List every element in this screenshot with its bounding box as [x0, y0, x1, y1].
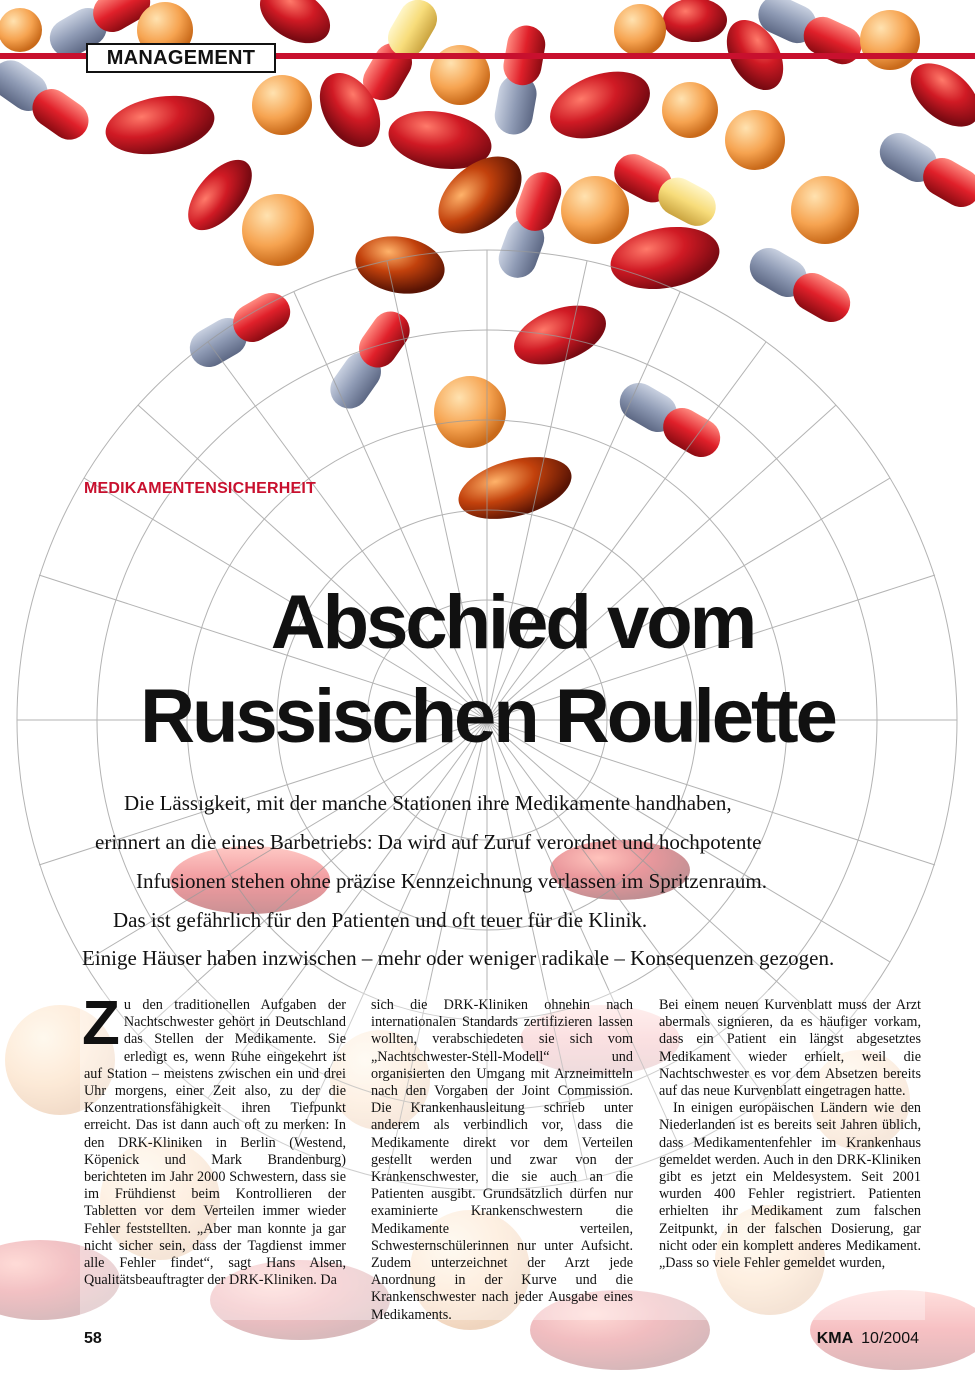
lead-line-2: erinnert an die eines Barbetriebs: Da wird auf Zuruf verordnet und hochpotente [95, 830, 762, 854]
headline-line-1: Abschied vom [270, 580, 755, 665]
lead-line-3: Infusionen stehen ohne präzise Kennzeichnung verlassen im Spritzenraum. [136, 869, 767, 893]
dropcap: Z [82, 989, 120, 1058]
headline-line-2: Russischen Roulette [140, 674, 835, 759]
issue-number: 10/2004 [861, 1330, 919, 1347]
column-2-text: sich die DRK-Kliniken ohnehin nach internationalen Standards zertifizieren lassen wollten, verabschiedeten sie sich vom „Nachtschwester-Stell-Modell“ und organisierten den Umgang mit Arzneimitteln nach den Vorgaben der Joint Commission. Die Krankenhausleitung schrieb unter anderem als verbindlich vor, dass die Medikamente direkt vor dem Verteilen gestellt werden und zwar von der Krankenschwester, die sie auch an die Patienten ausgibt. Grundsätzlich dürfen nur examinierte Krankenschwestern die Medikamente verteilen, Schwesternschülerinnen nur unter Aufsicht. Zudem unterzeichnet der Arzt jede Anordnung in der Kurve und die Krankenschwester nach jeder Ausgabe eines Medikaments. [371, 997, 633, 1323]
headline [0, 580, 975, 759]
page-number: 58 [84, 1330, 102, 1347]
kicker: MEDIKAMENTENSICHERHEIT [84, 480, 316, 497]
body-column-2 [371, 997, 633, 1324]
footer-issue [817, 1330, 919, 1348]
column-1-text: u den traditionellen Aufgaben der Nachtschwester gehört in Deutschland das Stellen der Medikamente. Sie erledigt es, wenn Ruhe eingekehrt ist auf Station – meistens zwischen ein und drei Uhr morgens, einer Zeit also, zu der die Konzentrationsfähigkeit ihren Tiefpunkt erreicht. Das ist dann auch oft zu merken: In den DRK-Kliniken in Berlin (Westend, Köpenick und Mark Brandenburg) berichteten im Jahr 2000 Schwestern, dass sie im Frühdienst beim Kontrollieren der Tabletten vor dem Verteilen immer wieder Fehler feststellten. „Aber man konnte ja gar nicht sicher sein, dass der Tagdienst immer alle Fehler findet“, sagt Hans Alsen, Qualitätsbeauftragter der DRK-Kliniken. Da [84, 997, 346, 1289]
section-label: MANAGEMENT [86, 43, 276, 73]
lead-line-5: Einige Häuser haben inzwischen – mehr oder weniger radikale – Konsequenzen gezogen. [82, 946, 835, 970]
column-3-paragraph-1: Bei einem neuen Kurvenblatt muss der Arzt abermals signieren, da es häufiger vorkam, dass ein Patient ein längst abgesetztes Medikament wieder erhielt, weil die Nachtschwester es vor dem Absetzen bereits auf das neue Kurvenblatt eingetragen hatte. [659, 997, 921, 1100]
body-column-3 [659, 997, 921, 1272]
lead-line-1: Die Lässigkeit, mit der manche Stationen ihre Medikamente handhaben, [124, 791, 732, 815]
magazine-name: KMA [816, 1330, 854, 1347]
lead-line-4: Das ist gefährlich für den Patienten und oft teuer für die Klinik. [113, 908, 648, 932]
body-column-1 [82, 989, 346, 1289]
column-3-paragraph-2: In einigen europäischen Ländern wie den Niederlanden ist es bereits seit Jahren üblich, dass Medikamentenfehler im Krankenhaus gemeldet werden. Auch in den DRK-Kliniken gibt es jetzt ein Meldesystem. Seit 2001 wurden 400 Fehler registriert. Patienten erhielten ihr Medikament zum falschen Zeitpunkt, in der falschen Dosierung, gar nicht oder ein komplett anderes Medikament. „Dass so viele Fehler gemeldet wurden, [659, 1100, 921, 1272]
